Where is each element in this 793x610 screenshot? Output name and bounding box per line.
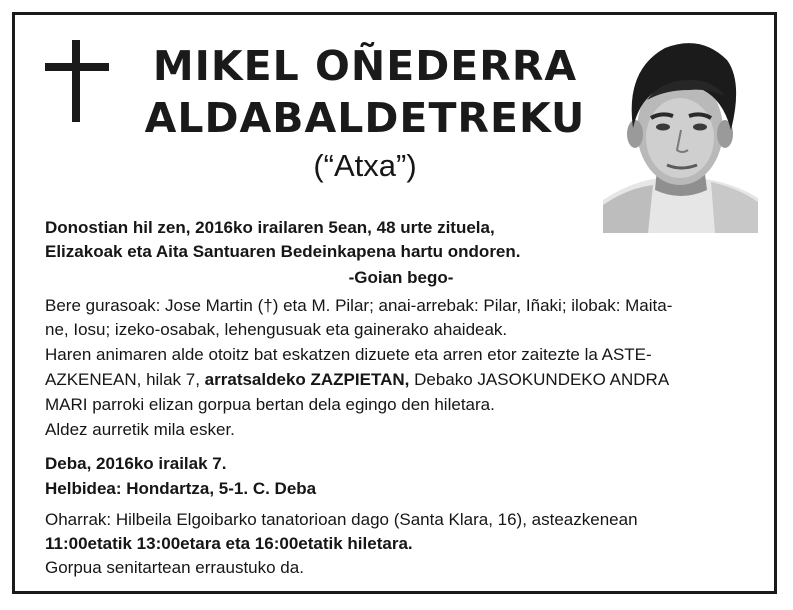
death-announcement: Donostian hil zen, 2016ko irailaren 5ean, 48 urte zituela, xyxy=(45,218,495,237)
blessing-text: -Goian bego- xyxy=(348,268,454,287)
notes-line1: Oharrak: Hilbeila Elgoibarko tanatorioan dago (Santa Klara, 16), asteazkenean xyxy=(45,510,638,529)
notes-line2: 11:00etatik 13:00etara eta 16:00etatik hiletara. xyxy=(45,534,413,553)
funeral-line2 xyxy=(45,368,757,391)
deceased-name-line2: ALDABALDETREKU xyxy=(144,94,586,142)
nickname: (“Atxa”) xyxy=(313,148,417,183)
sacraments-line: Elizakoak eta Aita Santuaren Bedeinkapena hartu ondoren. xyxy=(45,242,521,261)
address-line: Helbidea: Hondartza, 5-1. C. Deba xyxy=(45,479,317,498)
family-line1: Bere gurasoak: Jose Martin (†) eta M. Pilar; anai-arrebak: Pilar, Iñaki; ilobak: Maita- xyxy=(45,296,673,315)
thanks-line: Aldez aurretik mila esker. xyxy=(45,420,235,439)
funeral-line2-start: AZKENEAN, hilak 7, xyxy=(45,370,205,389)
funeral-line1: Haren animaren alde otoitz bat eskatzen dizuete eta arren etor zaitezte la ASTE- xyxy=(45,345,652,364)
funeral-line2-end: Debako JASOKUNDEKO ANDRA xyxy=(409,370,670,389)
deceased-name-line1: MIKEL OÑEDERRA xyxy=(152,42,578,90)
deceased-photo xyxy=(603,30,758,233)
funeral-line3: MARI parroki elizan gorpua bertan dela egingo den hiletara. xyxy=(45,395,495,414)
notes-line3: Gorpua senitartean erraustuko da. xyxy=(45,558,304,577)
date-line: Deba, 2016ko irailak 7. xyxy=(45,454,227,473)
cross-icon xyxy=(45,40,109,122)
family-line2: ne, Iosu; izeko-osabak, lehengusuak eta gainerako ahaideak. xyxy=(45,320,508,339)
funeral-time: arratsaldeko ZAZPIETAN, xyxy=(204,370,410,389)
